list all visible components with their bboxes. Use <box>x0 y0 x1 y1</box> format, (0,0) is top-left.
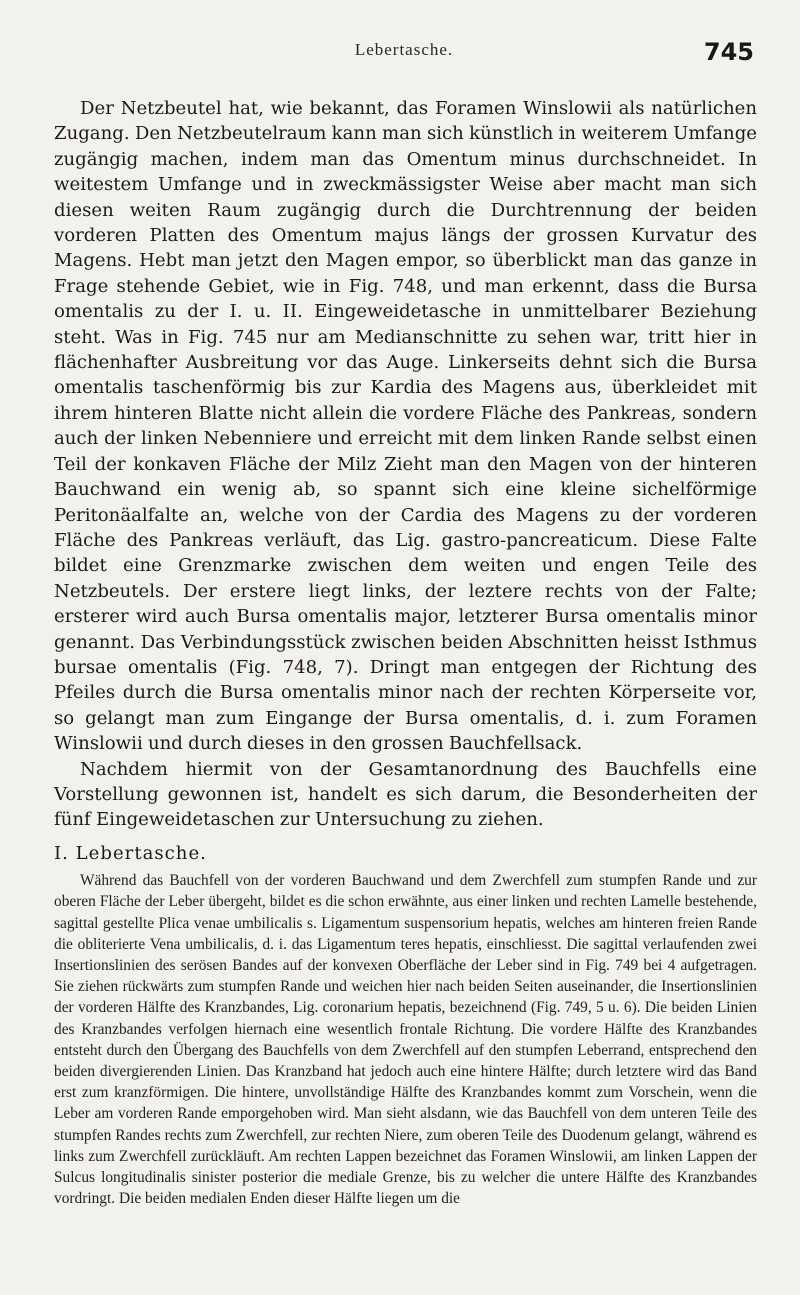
body-text <box>54 96 757 1209</box>
paragraph-netzbeutel: Der Netzbeutel hat, wie bekannt, das Foramen Winslowii als natürlichen Zugang. Den Netzbeutelraum kann man sich künstlich in weiterem Umfange zugängig machen, indem man das Omentum minus durchschneidet. In weitestem Umfange und in zweckmässigster Weise aber macht man sich diesen weiten Raum zugängig durch die Durchtrennung der beiden vorderen Platten des Omentum majus längs der grossen Kurvatur des Magens. Hebt man jetzt den Magen empor, so überblickt man das ganze in Frage stehende Gebiet, wie in Fig. 748, und man erkennt, dass die Bursa omentalis zu der I. u. II. Eingeweidetasche in unmittelbarer Beziehung steht. Was in Fig. 745 nur am Medianschnitte zu sehen war, tritt hier in flächenhafter Ausbreitung vor das Auge. Linkerseits dehnt sich die Bursa omentalis taschenförmig bis zur Kardia des Magens aus, überkleidet mit ihrem hinteren Blatte nicht allein die vordere Fläche des Pankreas, sondern auch der linken Nebenniere und erreicht mit dem linken Rande selbst einen Teil der konkaven Fläche der Milz Zieht man den Magen von der hinteren Bauchwand ein wenig ab, so spannt sich eine kleine sichelförmige Peritonäalfalte an, welche von der Cardia des Magens zu der vorderen Fläche des Pankreas verläuft, das Lig. gastro-pancreaticum. Diese Falte bildet eine Grenzmarke zwischen dem weiten und engen Teile des Netzbeutels. Der erstere liegt links, der leztere rechts von der Falte; ersterer wird auch Bursa omentalis major, letzterer Bursa omentalis minor genannt. Das Verbindungsstück zwischen beiden Abschnitten heisst Isthmus bursae omentalis (Fig. 748, 7). Dringt man entgegen der Richtung des Pfeiles durch die Bursa omentalis minor nach der rechten Körperseite vor, so gelangt man zum Eingange der Bursa omentalis, d. i. zum Foramen Winslowii und durch dieses in den grossen Bauchfellsack. <box>54 98 757 755</box>
running-title: Lebertasche. <box>354 40 454 59</box>
section-body: Während das Bauchfell von der vorderen Bauchwand und dem Zwerchfell zum stumpfen Rande und zur oberen Fläche der Leber übergeht, bildet es die schon erwähnte, aus einer linken und rechten Lamelle bestehende, sagittal gestellte Plica venae umbilicalis s. Ligamentum suspensorium hepatis, welches am hinteren freien Rande die obliterierte Vena umbilicalis, d. i. das Ligamentum teres hepatis, einschliesst. Die sagittal verlaufenden zwei Insertionslinien des serösen Bandes auf der konvexen Oberfläche der Leber sind in Fig. 749 bei 4 aufgetragen. Sie ziehen rückwärts zum stumpfen Rande und weichen hier nach beiden Seiten auseinander, die Insertionslinien der vorderen Hälfte des Kranzbandes, Lig. coronarium hepatis, bezeichnend (Fig. 749, 5 u. 6). Die beiden Linien des Kranzbandes verfolgen hiernach eine wesentlich frontale Richtung. Die vordere Hälfte des Kranzbandes entsteht durch den Übergang des Bauchfells von dem Zwerchfell auf den stumpfen Leberrand, entsprechend den beiden divergierenden Linien. Das Kranzband hat jedoch auch eine hintere Hälfte; durch letztere wird das Band erst zum kranzförmigen. Die hintere, unvollständige Hälfte des Kranzbandes kommt zum Vorschein, wenn die Leber am vorderen Rande emporgehoben wird. Man sieht alsdann, wie das Bauchfell von dem unteren Teile des stumpfen Randes rechts zum Zwerchfell, zur rechten Niere, zum oberen Teile des Duodenum gelangt, während es links zum Zwerchfell zurückläuft. Am rechten Lappen bezeichnet das Foramen Winslowii, am linken Lappen der Sulcus longitudinalis sinister posterior die mediale Grenze, bis zu welcher die untere Hälfte des Kranzbandes vordringt. Die beiden medialen Enden dieser Hälfte liegen um die <box>54 872 757 1208</box>
page-number: 745 <box>703 38 754 66</box>
section-heading: I. Lebertasche. <box>54 842 207 864</box>
paragraph-eingeweidetaschen: Nachdem hiermit von der Gesamtanordnung des Bauchfells eine Vorstellung gewonnen ist, handelt es sich darum, die Besonderheiten der fünf Eingeweidetaschen zur Untersuchung zu ziehen. <box>54 758 757 831</box>
running-head <box>54 38 754 74</box>
